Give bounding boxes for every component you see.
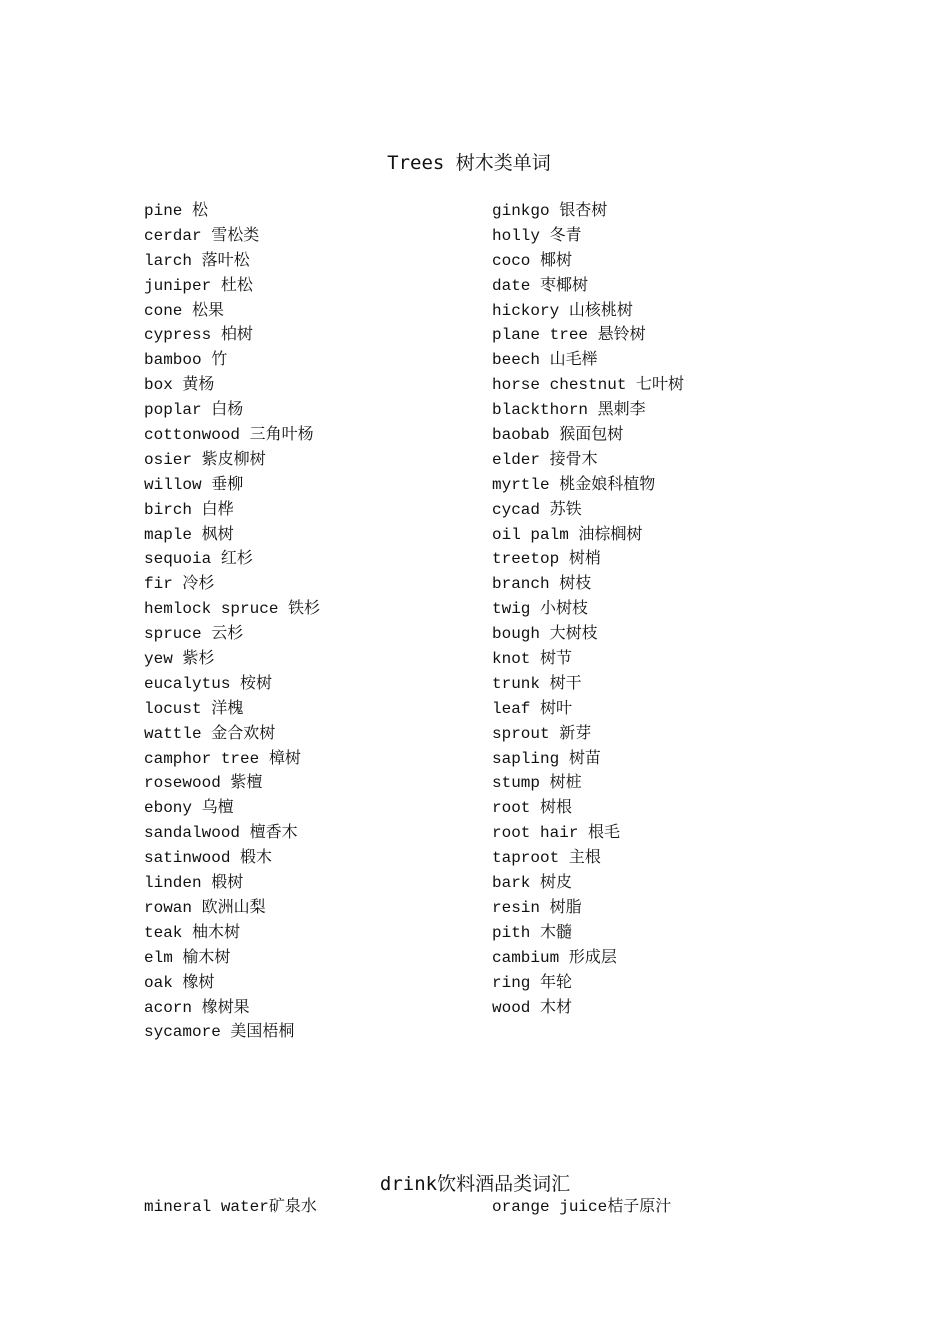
- vocab-entry: myrtle 桃金娘科植物: [492, 475, 656, 494]
- vocab-entry: locust 洋槐: [144, 699, 244, 718]
- vocab-entry: cypress 柏树: [144, 326, 253, 345]
- vocab-entry: knot 树节: [492, 650, 573, 669]
- vocab-entry: sandalwood 檀香木: [144, 824, 298, 843]
- vocab-entry: resin 树脂: [492, 898, 582, 917]
- vocab-entry: elder 接骨木: [492, 450, 598, 469]
- vocab-entry: satinwood 椴木: [144, 849, 273, 868]
- vocab-entry: osier 紫皮柳树: [144, 450, 266, 469]
- vocab-entry: twig 小树枝: [492, 600, 589, 619]
- vocab-entry: root hair 根毛: [492, 824, 621, 843]
- vocab-entry: bough 大树枝: [492, 625, 598, 644]
- vocab-entry: treetop 树梢: [492, 550, 601, 569]
- vocab-entry: holly 冬青: [492, 226, 582, 245]
- trees-left-column: [144, 199, 320, 1045]
- vocab-entry: oak 橡树: [144, 973, 215, 992]
- vocab-entry: maple 枫树: [144, 525, 234, 544]
- drink-entry-right: orange juice桔子原汁: [492, 1198, 672, 1216]
- vocab-entry: stump 树桩: [492, 774, 582, 793]
- vocab-entry: juniper 杜松: [144, 276, 253, 295]
- vocab-entry: sapling 树苗: [492, 749, 601, 768]
- vocab-entry: rosewood 紫檀: [144, 774, 263, 793]
- drink-entry-left: mineral water矿泉水: [144, 1198, 317, 1216]
- vocab-entry: plane tree 悬铃树: [492, 326, 646, 345]
- vocab-entry: sycamore 美国梧桐: [144, 1023, 295, 1042]
- vocab-entry: wood 木材: [492, 998, 573, 1017]
- vocab-entry: date 枣椰树: [492, 276, 589, 295]
- vocab-entry: baobab 猴面包树: [492, 426, 624, 445]
- vocab-entry: taproot 主根: [492, 849, 601, 868]
- vocab-entry: bark 树皮: [492, 874, 573, 893]
- vocab-entry: cycad 苏铁: [492, 500, 582, 519]
- vocab-entry: ebony 乌檀: [144, 799, 234, 818]
- vocab-entry: ginkgo 银杏树: [492, 202, 608, 220]
- vocab-entry: branch 树枝: [492, 575, 592, 594]
- vocab-entry: cone 松果: [144, 301, 225, 320]
- vocab-entry: trunk 树干: [492, 674, 582, 693]
- vocab-entry: ring 年轮: [492, 973, 573, 992]
- vocab-entry: yew 紫杉: [144, 650, 215, 669]
- vocab-entry: eucalytus 桉树: [144, 674, 273, 693]
- vocab-entry: willow 垂柳: [144, 475, 244, 494]
- vocab-entry: horse chestnut 七叶树: [492, 376, 685, 395]
- trees-right-column: [492, 199, 684, 1020]
- vocab-entry: wattle 金合欢树: [144, 724, 276, 743]
- vocab-entry: cambium 形成层: [492, 948, 617, 967]
- vocab-entry: leaf 树叶: [492, 699, 573, 718]
- vocab-entry: elm 榆木树: [144, 948, 231, 967]
- vocab-entry: linden 椴树: [144, 874, 244, 893]
- vocab-entry: coco 椰树: [492, 251, 573, 270]
- vocab-entry: larch 落叶松: [144, 251, 250, 270]
- vocab-entry: pith 木髓: [492, 923, 573, 942]
- vocab-entry: beech 山毛榉: [492, 351, 598, 370]
- vocab-entry: sequoia 红杉: [144, 550, 253, 569]
- vocab-entry: poplar 白杨: [144, 401, 244, 420]
- vocab-entry: camphor tree 樟树: [144, 749, 301, 768]
- trees-section-title: Trees 树木类单词: [387, 152, 551, 174]
- vocab-entry: rowan 欧洲山梨: [144, 898, 266, 917]
- vocab-entry: oil palm 油棕榈树: [492, 525, 643, 544]
- vocab-entry: hickory 山核桃树: [492, 301, 633, 320]
- drink-section-title: drink饮料酒品类词汇: [379, 1173, 571, 1195]
- vocab-entry: spruce 云杉: [144, 625, 244, 644]
- vocab-entry: pine 松: [144, 202, 209, 220]
- vocab-entry: blackthorn 黑刺李: [492, 401, 646, 420]
- vocab-entry: box 黄杨: [144, 376, 215, 395]
- vocab-entry: root 树根: [492, 799, 573, 818]
- vocab-entry: fir 冷杉: [144, 575, 215, 594]
- vocab-entry: bamboo 竹: [144, 351, 228, 370]
- vocab-entry: birch 白桦: [144, 500, 234, 519]
- vocab-entry: acorn 橡树果: [144, 998, 250, 1017]
- vocab-entry: teak 柚木树: [144, 923, 241, 942]
- vocab-entry: hemlock spruce 铁杉: [144, 600, 321, 619]
- vocab-entry: cottonwood 三角叶杨: [144, 426, 314, 445]
- vocab-entry: sprout 新芽: [492, 724, 592, 743]
- vocab-entry: cerdar 雪松类: [144, 226, 260, 245]
